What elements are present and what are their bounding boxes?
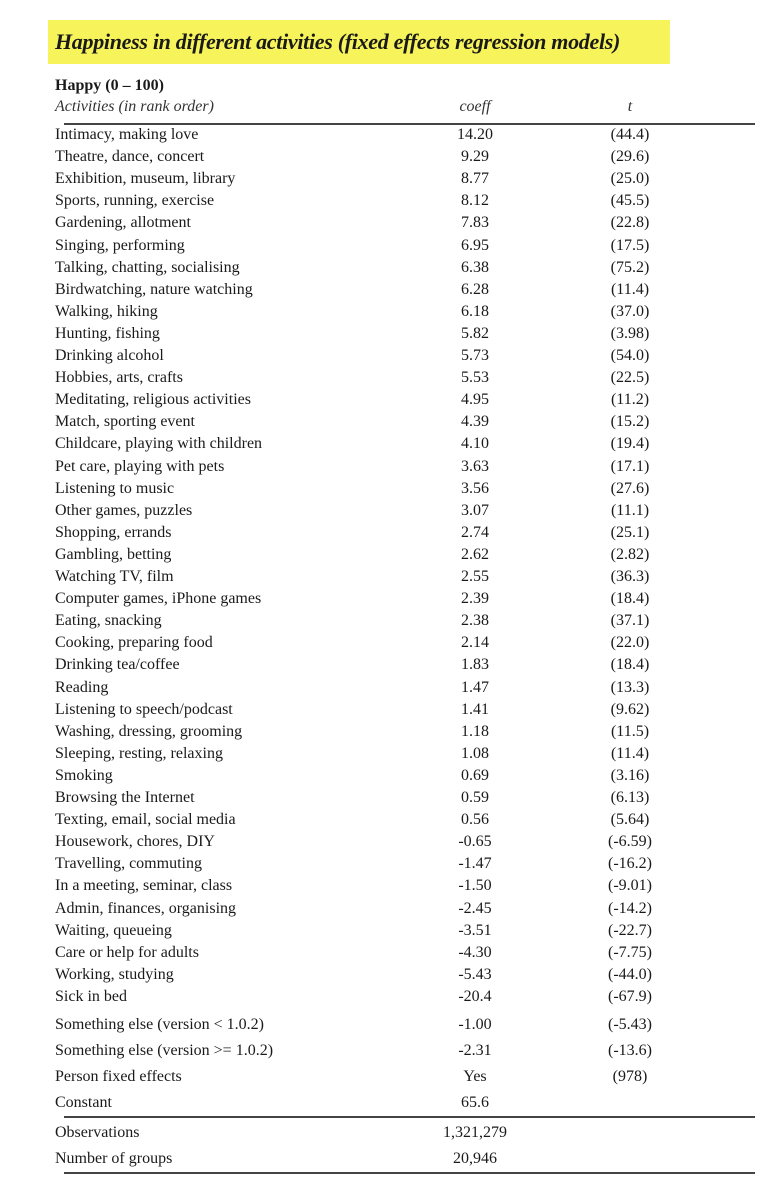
t-value: (11.4) — [610, 280, 650, 298]
table-row — [0, 544, 781, 566]
t-value: (-44.0) — [608, 965, 652, 983]
activity-label: Browsing the Internet — [55, 789, 195, 806]
coeff-value: 5.73 — [461, 347, 489, 364]
t-value: (978) — [612, 1068, 648, 1085]
table-row — [0, 809, 781, 831]
coeff-value: -1.50 — [458, 877, 492, 895]
activity-label: Exhibition, museum, library — [55, 170, 236, 188]
coeff-value: 6.38 — [461, 258, 489, 276]
table-row — [0, 500, 781, 522]
activity-label: Theatre, dance, concert — [55, 148, 205, 166]
activity-label: Gardening, allotment — [55, 214, 191, 232]
table-row — [0, 1040, 781, 1062]
table-row — [0, 765, 781, 787]
activity-label: Reading — [55, 678, 109, 696]
t-value: (18.4) — [610, 656, 650, 674]
activity-label: Computer games, iPhone games — [55, 590, 262, 608]
coeff-value: 9.29 — [461, 148, 489, 166]
coeff-value: -4.30 — [458, 943, 492, 961]
activity-label: Drinking alcohol — [55, 347, 164, 364]
table-row — [0, 323, 781, 345]
coeff-value: 2.62 — [461, 545, 489, 563]
t-value: (18.4) — [610, 590, 650, 608]
coeff-value: 4.95 — [461, 391, 489, 409]
activity-label: Walking, hiking — [55, 302, 158, 320]
bottom-rule — [64, 1172, 755, 1174]
t-value: (22.0) — [610, 634, 650, 652]
t-value: (44.4) — [610, 126, 650, 143]
coeff-value: 1.08 — [461, 744, 489, 762]
t-value: (-7.75) — [608, 943, 652, 961]
coeff-value: 0.69 — [461, 766, 489, 784]
coeff-value: 7.83 — [461, 214, 489, 232]
table-row — [0, 588, 781, 610]
table-row — [0, 787, 781, 809]
coeff-value: 2.39 — [461, 590, 489, 608]
t-value: (37.1) — [610, 612, 650, 630]
activity-label: Singing, performing — [55, 236, 185, 254]
t-value: (-6.59) — [608, 833, 652, 851]
t-value: (9.62) — [610, 700, 650, 718]
t-value: (-14.2) — [608, 899, 652, 917]
activity-label: Smoking — [55, 766, 113, 784]
coeff-value: 5.53 — [461, 369, 489, 387]
activity-label: Listening to speech/podcast — [55, 700, 233, 718]
coeff-value: -5.43 — [458, 965, 492, 983]
t-value: (36.3) — [610, 568, 650, 585]
t-value: (37.0) — [610, 302, 650, 320]
activity-label: Travelling, commuting — [55, 855, 202, 873]
t-value: (-67.9) — [608, 987, 652, 1005]
t-value: (45.5) — [610, 192, 650, 210]
activity-label: Sports, running, exercise — [55, 192, 215, 210]
coeff-value: 1.47 — [461, 678, 489, 696]
coeff-value: 2.14 — [461, 634, 489, 652]
t-value: (75.2) — [610, 258, 650, 276]
t-value: (6.13) — [610, 789, 650, 806]
table-row — [0, 522, 781, 544]
t-value: (17.1) — [610, 457, 650, 475]
table-row — [0, 566, 781, 588]
coeff-value: 5.82 — [461, 324, 489, 342]
table-row — [0, 146, 781, 168]
t-value: (22.8) — [610, 214, 650, 232]
activity-label: Talking, chatting, socialising — [55, 258, 240, 276]
coeff-value: 8.77 — [461, 170, 489, 188]
table-title: Happiness in different activities (fixed effects regression models) — [48, 20, 670, 64]
coeff-value: 1.83 — [461, 656, 489, 674]
t-value: (15.2) — [610, 413, 650, 431]
t-value: (5.64) — [610, 811, 650, 829]
table-row — [0, 875, 781, 897]
activity-label: Listening to music — [55, 479, 175, 497]
table-row — [0, 964, 781, 986]
table-row — [0, 433, 781, 455]
activity-label: Intimacy, making love — [55, 126, 199, 143]
activity-label: Something else (version >= 1.0.2) — [55, 1042, 274, 1059]
table-row — [0, 721, 781, 743]
t-value: (-22.7) — [608, 921, 652, 939]
activity-label: Housework, chores, DIY — [55, 833, 215, 851]
t-value: (11.1) — [610, 501, 650, 519]
table-row — [0, 677, 781, 699]
table-row — [0, 632, 781, 654]
table-row — [0, 920, 781, 942]
coeff-value: 6.95 — [461, 236, 489, 254]
activity-label: Admin, finances, organising — [55, 899, 237, 917]
coeff-value: -1.00 — [458, 1016, 492, 1033]
table-row — [0, 257, 781, 279]
t-value: (27.6) — [610, 479, 650, 497]
activity-label: Eating, snacking — [55, 612, 162, 630]
coeff-value: 6.28 — [461, 280, 489, 298]
t-value: (25.1) — [610, 523, 650, 541]
header-coeff: coeff — [459, 98, 491, 115]
coeff-value: 3.56 — [461, 479, 489, 497]
table-row — [0, 898, 781, 920]
coeff-value: -20.4 — [458, 987, 492, 1005]
activity-label: Cooking, preparing food — [55, 634, 213, 652]
table-row — [0, 986, 781, 1008]
t-value: (22.5) — [610, 369, 650, 387]
table-row — [0, 212, 781, 234]
table-row — [0, 367, 781, 389]
coeff-value: 1.18 — [461, 722, 489, 740]
t-value: (29.6) — [610, 148, 650, 166]
header-t: t — [627, 98, 633, 115]
activity-label: Sick in bed — [55, 987, 127, 1005]
coeff-value: 6.18 — [461, 302, 489, 320]
activity-label: Watching TV, film — [55, 568, 174, 585]
activity-label: Meditating, religious activities — [55, 391, 251, 409]
activity-label: Childcare, playing with children — [55, 435, 263, 453]
table-row — [0, 1148, 781, 1170]
activity-label: Birdwatching, nature watching — [55, 280, 253, 298]
table-row — [0, 389, 781, 411]
coeff-value: 0.56 — [461, 811, 489, 829]
table-row — [0, 235, 781, 257]
coeff-value: 14.20 — [457, 126, 493, 143]
t-value: (-16.2) — [608, 855, 652, 873]
table-row — [0, 1092, 781, 1114]
coeff-value: Yes — [463, 1068, 487, 1085]
coeff-value: 4.10 — [461, 435, 489, 453]
table-row — [0, 345, 781, 367]
activity-label: Hobbies, arts, crafts — [55, 369, 183, 387]
activity-label: Working, studying — [55, 965, 174, 983]
table-row — [0, 124, 781, 146]
table-row — [0, 699, 781, 721]
activity-label: Pet care, playing with pets — [55, 457, 225, 475]
table-row — [0, 743, 781, 765]
table-row — [0, 610, 781, 632]
activity-label: Washing, dressing, grooming — [55, 722, 243, 740]
table-row — [0, 853, 781, 875]
table-row — [0, 654, 781, 676]
t-value: (54.0) — [610, 347, 650, 364]
table-row — [0, 411, 781, 433]
activity-label: Waiting, queueing — [55, 921, 172, 939]
activity-label: In a meeting, seminar, class — [55, 877, 233, 895]
t-value: (11.5) — [610, 722, 650, 740]
table-row — [0, 1122, 781, 1144]
activity-label: Other games, puzzles — [55, 501, 193, 519]
table-row — [0, 301, 781, 323]
activity-label: Observations — [55, 1124, 140, 1141]
t-value: (-13.6) — [608, 1042, 652, 1059]
coeff-value: 3.63 — [461, 457, 489, 475]
table-row — [0, 478, 781, 500]
t-value: (13.3) — [610, 678, 650, 696]
activity-label: Person fixed effects — [55, 1068, 182, 1085]
coeff-value: 8.12 — [461, 192, 489, 210]
coeff-value: 2.55 — [461, 568, 489, 585]
coeff-value: 1,321,279 — [443, 1124, 507, 1141]
t-value: (11.2) — [610, 391, 650, 409]
activity-label: Constant — [55, 1094, 112, 1111]
activity-label: Hunting, fishing — [55, 324, 160, 342]
activity-label: Shopping, errands — [55, 523, 172, 541]
table-row — [0, 942, 781, 964]
activity-label: Drinking tea/coffee — [55, 656, 180, 674]
coeff-value: 4.39 — [461, 413, 489, 431]
activity-label: Number of groups — [55, 1150, 173, 1167]
coeff-value: 65.6 — [461, 1094, 489, 1111]
coeff-value: -0.65 — [458, 833, 492, 851]
table-row — [0, 831, 781, 853]
coeff-value: -3.51 — [458, 921, 492, 939]
t-value: (11.4) — [610, 744, 650, 762]
t-value: (3.98) — [610, 324, 650, 342]
table-row — [0, 456, 781, 478]
table-row — [0, 1014, 781, 1036]
table-row — [0, 190, 781, 212]
activity-label: Gambling, betting — [55, 545, 172, 563]
coeff-value: -2.45 — [458, 899, 492, 917]
t-value: (2.82) — [610, 545, 650, 563]
dependent-variable-label: Happy (0 – 100) — [55, 77, 164, 94]
t-value: (17.5) — [610, 236, 650, 254]
activity-label: Texting, email, social media — [55, 811, 236, 829]
coeff-value: 0.59 — [461, 789, 489, 806]
table-row — [0, 168, 781, 190]
header-activities: Activities (in rank order) — [55, 98, 214, 115]
coeff-value: -2.31 — [458, 1042, 492, 1059]
coeff-value: 2.74 — [461, 523, 489, 541]
table-row — [0, 1066, 781, 1088]
table-row — [0, 279, 781, 301]
t-value: (-5.43) — [608, 1016, 652, 1033]
coeff-value: 20,946 — [453, 1150, 497, 1167]
t-value: (-9.01) — [608, 877, 652, 895]
coeff-value: 3.07 — [461, 501, 489, 519]
t-value: (19.4) — [610, 435, 650, 453]
mid-rule — [64, 1116, 755, 1118]
activity-label: Match, sporting event — [55, 413, 195, 431]
t-value: (25.0) — [610, 170, 650, 188]
activity-label: Sleeping, resting, relaxing — [55, 744, 223, 762]
activity-label: Care or help for adults — [55, 943, 199, 961]
t-value: (3.16) — [610, 766, 650, 784]
activity-label: Something else (version < 1.0.2) — [55, 1016, 264, 1033]
coeff-value: -1.47 — [458, 855, 492, 873]
coeff-value: 1.41 — [461, 700, 489, 718]
coeff-value: 2.38 — [461, 612, 489, 630]
